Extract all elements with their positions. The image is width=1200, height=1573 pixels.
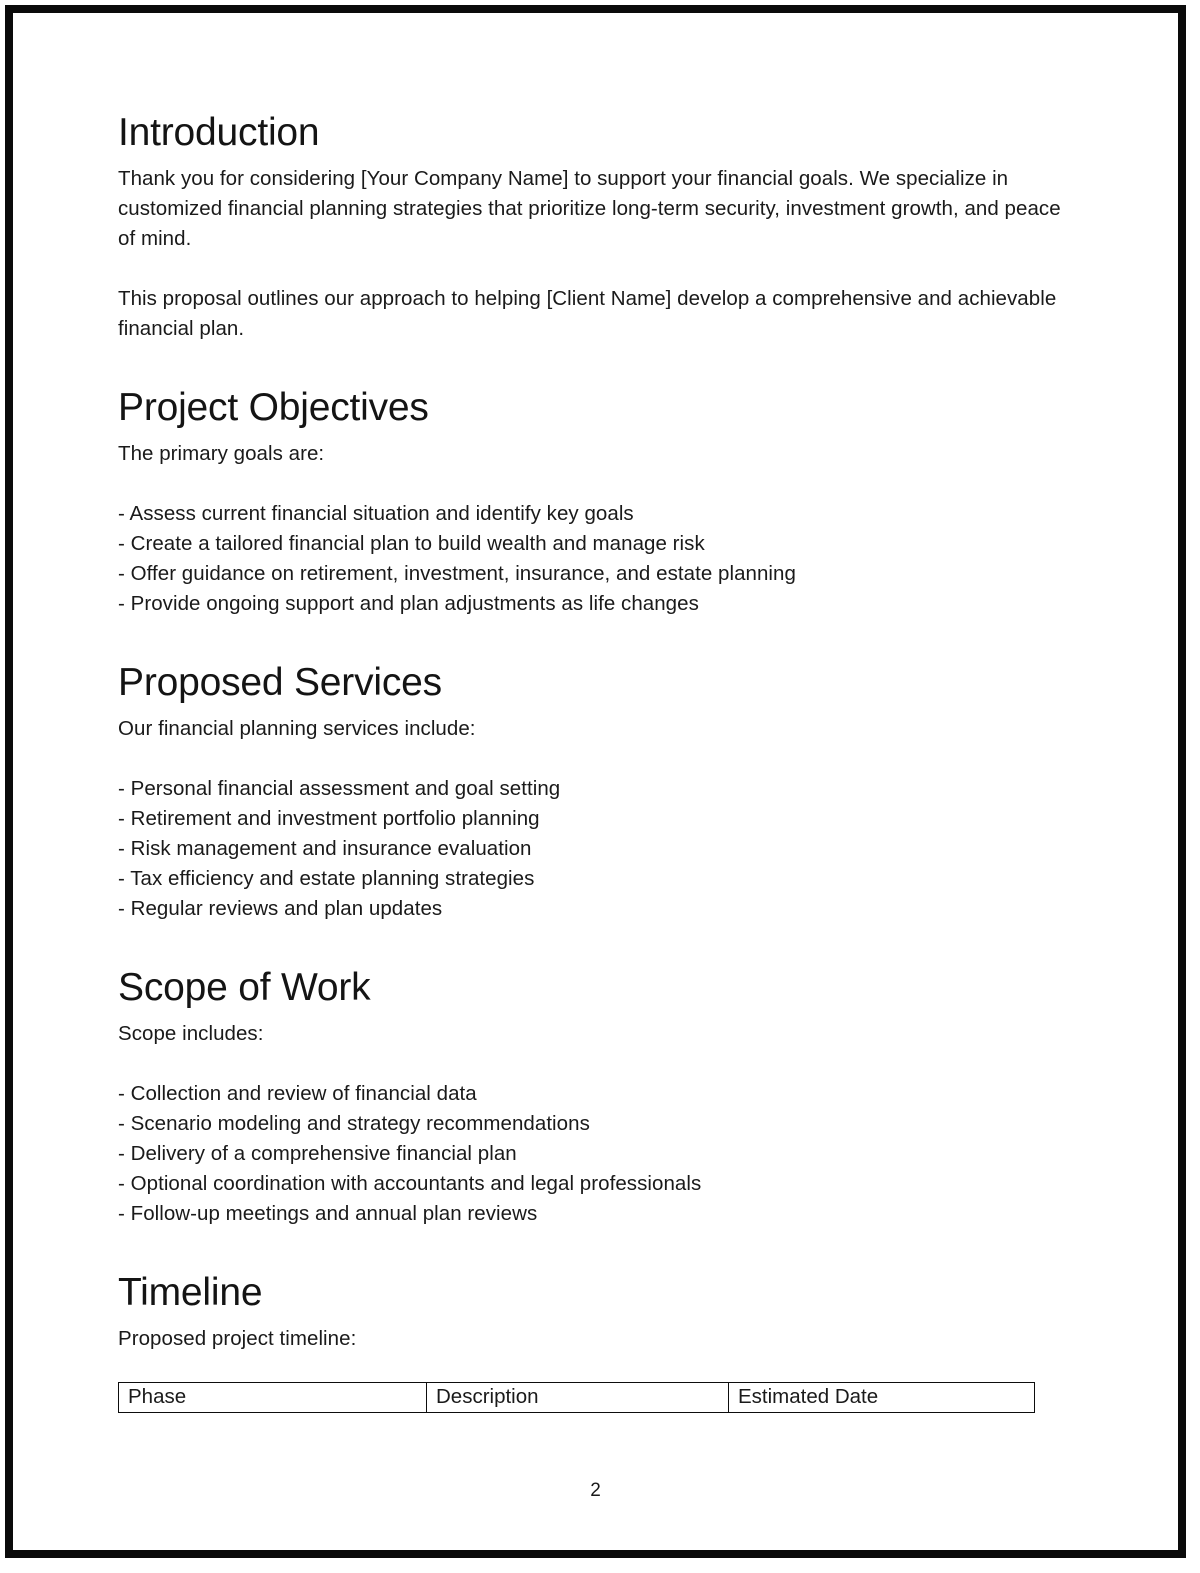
- list-item: - Risk management and insurance evaluation: [118, 836, 532, 860]
- list-item: - Create a tailored financial plan to build wealth and manage risk: [118, 531, 705, 555]
- list-item: - Personal financial assessment and goal setting: [118, 776, 561, 800]
- heading-timeline: Timeline: [118, 1270, 263, 1314]
- list-item: - Optional coordination with accountants and legal professionals: [118, 1171, 702, 1195]
- scope-of-work-intro: Scope includes:: [118, 1021, 264, 1045]
- list-item: - Provide ongoing support and plan adjustments as life changes: [118, 591, 699, 615]
- heading-project-objectives: Project Objectives: [118, 385, 429, 429]
- table-column-header-description: Description: [427, 1382, 729, 1412]
- page-frame: [5, 5, 1186, 1558]
- project-objectives-list: [118, 499, 1078, 619]
- list-item: - Offer guidance on retirement, investment, insurance, and estate planning: [118, 561, 796, 585]
- table-column-header-phase: Phase: [119, 1382, 427, 1412]
- timeline-table: [118, 1382, 1035, 1413]
- heading-introduction: Introduction: [118, 111, 320, 154]
- project-objectives-intro: The primary goals are:: [118, 441, 325, 465]
- table-header-row: [119, 1382, 1035, 1412]
- list-item: - Regular reviews and plan updates: [118, 896, 443, 920]
- document-body: [118, 113, 1078, 1413]
- timeline-intro: Proposed project timeline:: [118, 1326, 357, 1350]
- section-project-objectives: [118, 385, 1078, 619]
- section-scope-of-work: [118, 965, 1078, 1229]
- section-introduction: [118, 113, 1078, 344]
- list-item: - Follow-up meetings and annual plan reviews: [118, 1201, 538, 1225]
- list-item: - Scenario modeling and strategy recommendations: [118, 1111, 590, 1135]
- page-canvas: [13, 13, 1178, 1550]
- section-timeline: [118, 1270, 1078, 1413]
- scope-of-work-list: [118, 1079, 1078, 1229]
- proposed-services-intro: Our financial planning services include:: [118, 716, 476, 740]
- introduction-paragraph-2: This proposal outlines our approach to helping [Client Name] develop a comprehensive and achievable financial plan.: [118, 286, 1057, 340]
- list-item: - Tax efficiency and estate planning strategies: [118, 866, 535, 890]
- heading-proposed-services: Proposed Services: [118, 660, 442, 704]
- list-item: - Collection and review of financial data: [118, 1081, 477, 1105]
- introduction-paragraph-1: Thank you for considering [Your Company Name] to support your financial goals. We specialize in customized financial planning strategies that prioritize long-term security, investment growth, and peace of mind.: [118, 166, 1061, 250]
- table-column-header-estimated-date: Estimated Date: [729, 1382, 1035, 1412]
- section-proposed-services: [118, 660, 1078, 924]
- heading-scope-of-work: Scope of Work: [118, 965, 371, 1009]
- page-number: 2: [590, 1480, 601, 1501]
- proposed-services-list: [118, 774, 1078, 924]
- list-item: - Assess current financial situation and identify key goals: [118, 501, 634, 525]
- list-item: - Delivery of a comprehensive financial plan: [118, 1141, 517, 1165]
- list-item: - Retirement and investment portfolio planning: [118, 806, 540, 830]
